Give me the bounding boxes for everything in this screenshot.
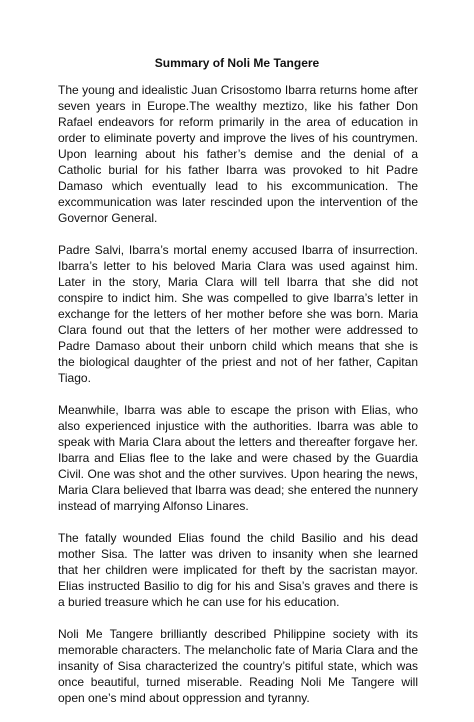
document-body [58,82,418,722]
document-title: Summary of Noli Me Tangere [154,56,320,70]
paragraph-1: The young and idealistic Juan Crisostomo Ibarra returns home after seven years in Europe.The wealthy meztizo, like his father Don Rafael endeavors for reform primarily in the area of education in order to eliminate poverty and improve the lives of his countrymen. Upon learning about his father’s demise and the denial of a Catholic burial for his father Ibarra was provoked to hit Padre Damaso which eventually lead to his excommunication. The excommunication was later rescinded upon the intervention of the Governor General. [58,83,418,225]
paragraph-2: Padre Salvi, Ibarra’s mortal enemy accused Ibarra of insurrection. Ibarra’s letter to his beloved Maria Clara was used against him. Later in the story, Maria Clara will tell Ibarra that she did not conspire to indict him. She was compelled to give Ibarra’s letter in exchange for the letters of her mother before she was born. Maria Clara found out that the letters of her mother were addressed to Padre Damaso about their unborn child which means that she is the biological daughter of the priest and not of her father, Capitan Tiago. [58,243,418,385]
paragraph-4: The fatally wounded Elias found the child Basilio and his dead mother Sisa. The latter was driven to insanity when she learned that her children were implicated for theft by the sacristan mayor. Elias instructed Basilio to dig for his and Sisa’s graves and there is a buried treasure which he can use for his education. [58,531,418,609]
paragraph-5: Noli Me Tangere brilliantly described Philippine society with its memorable characters. The melancholic fate of Maria Clara and the insanity of Sisa characterized the country’s pitiful state, which was once beautiful, turned miserable. Reading Noli Me Tangere will open one’s mind about oppression and tyranny. [58,627,418,705]
paragraph-3: Meanwhile, Ibarra was able to escape the prison with Elias, who also experienced injustice with the authorities. Ibarra was able to speak with Maria Clara about the letters and thereafter forgave her. Ibarra and Elias flee to the lake and were chased by the Guardia Civil. One was shot and the other survives. Upon hearing the news, Maria Clara believed that Ibarra was dead; she entered the nunnery instead of marrying Alfonso Linares. [58,403,418,513]
